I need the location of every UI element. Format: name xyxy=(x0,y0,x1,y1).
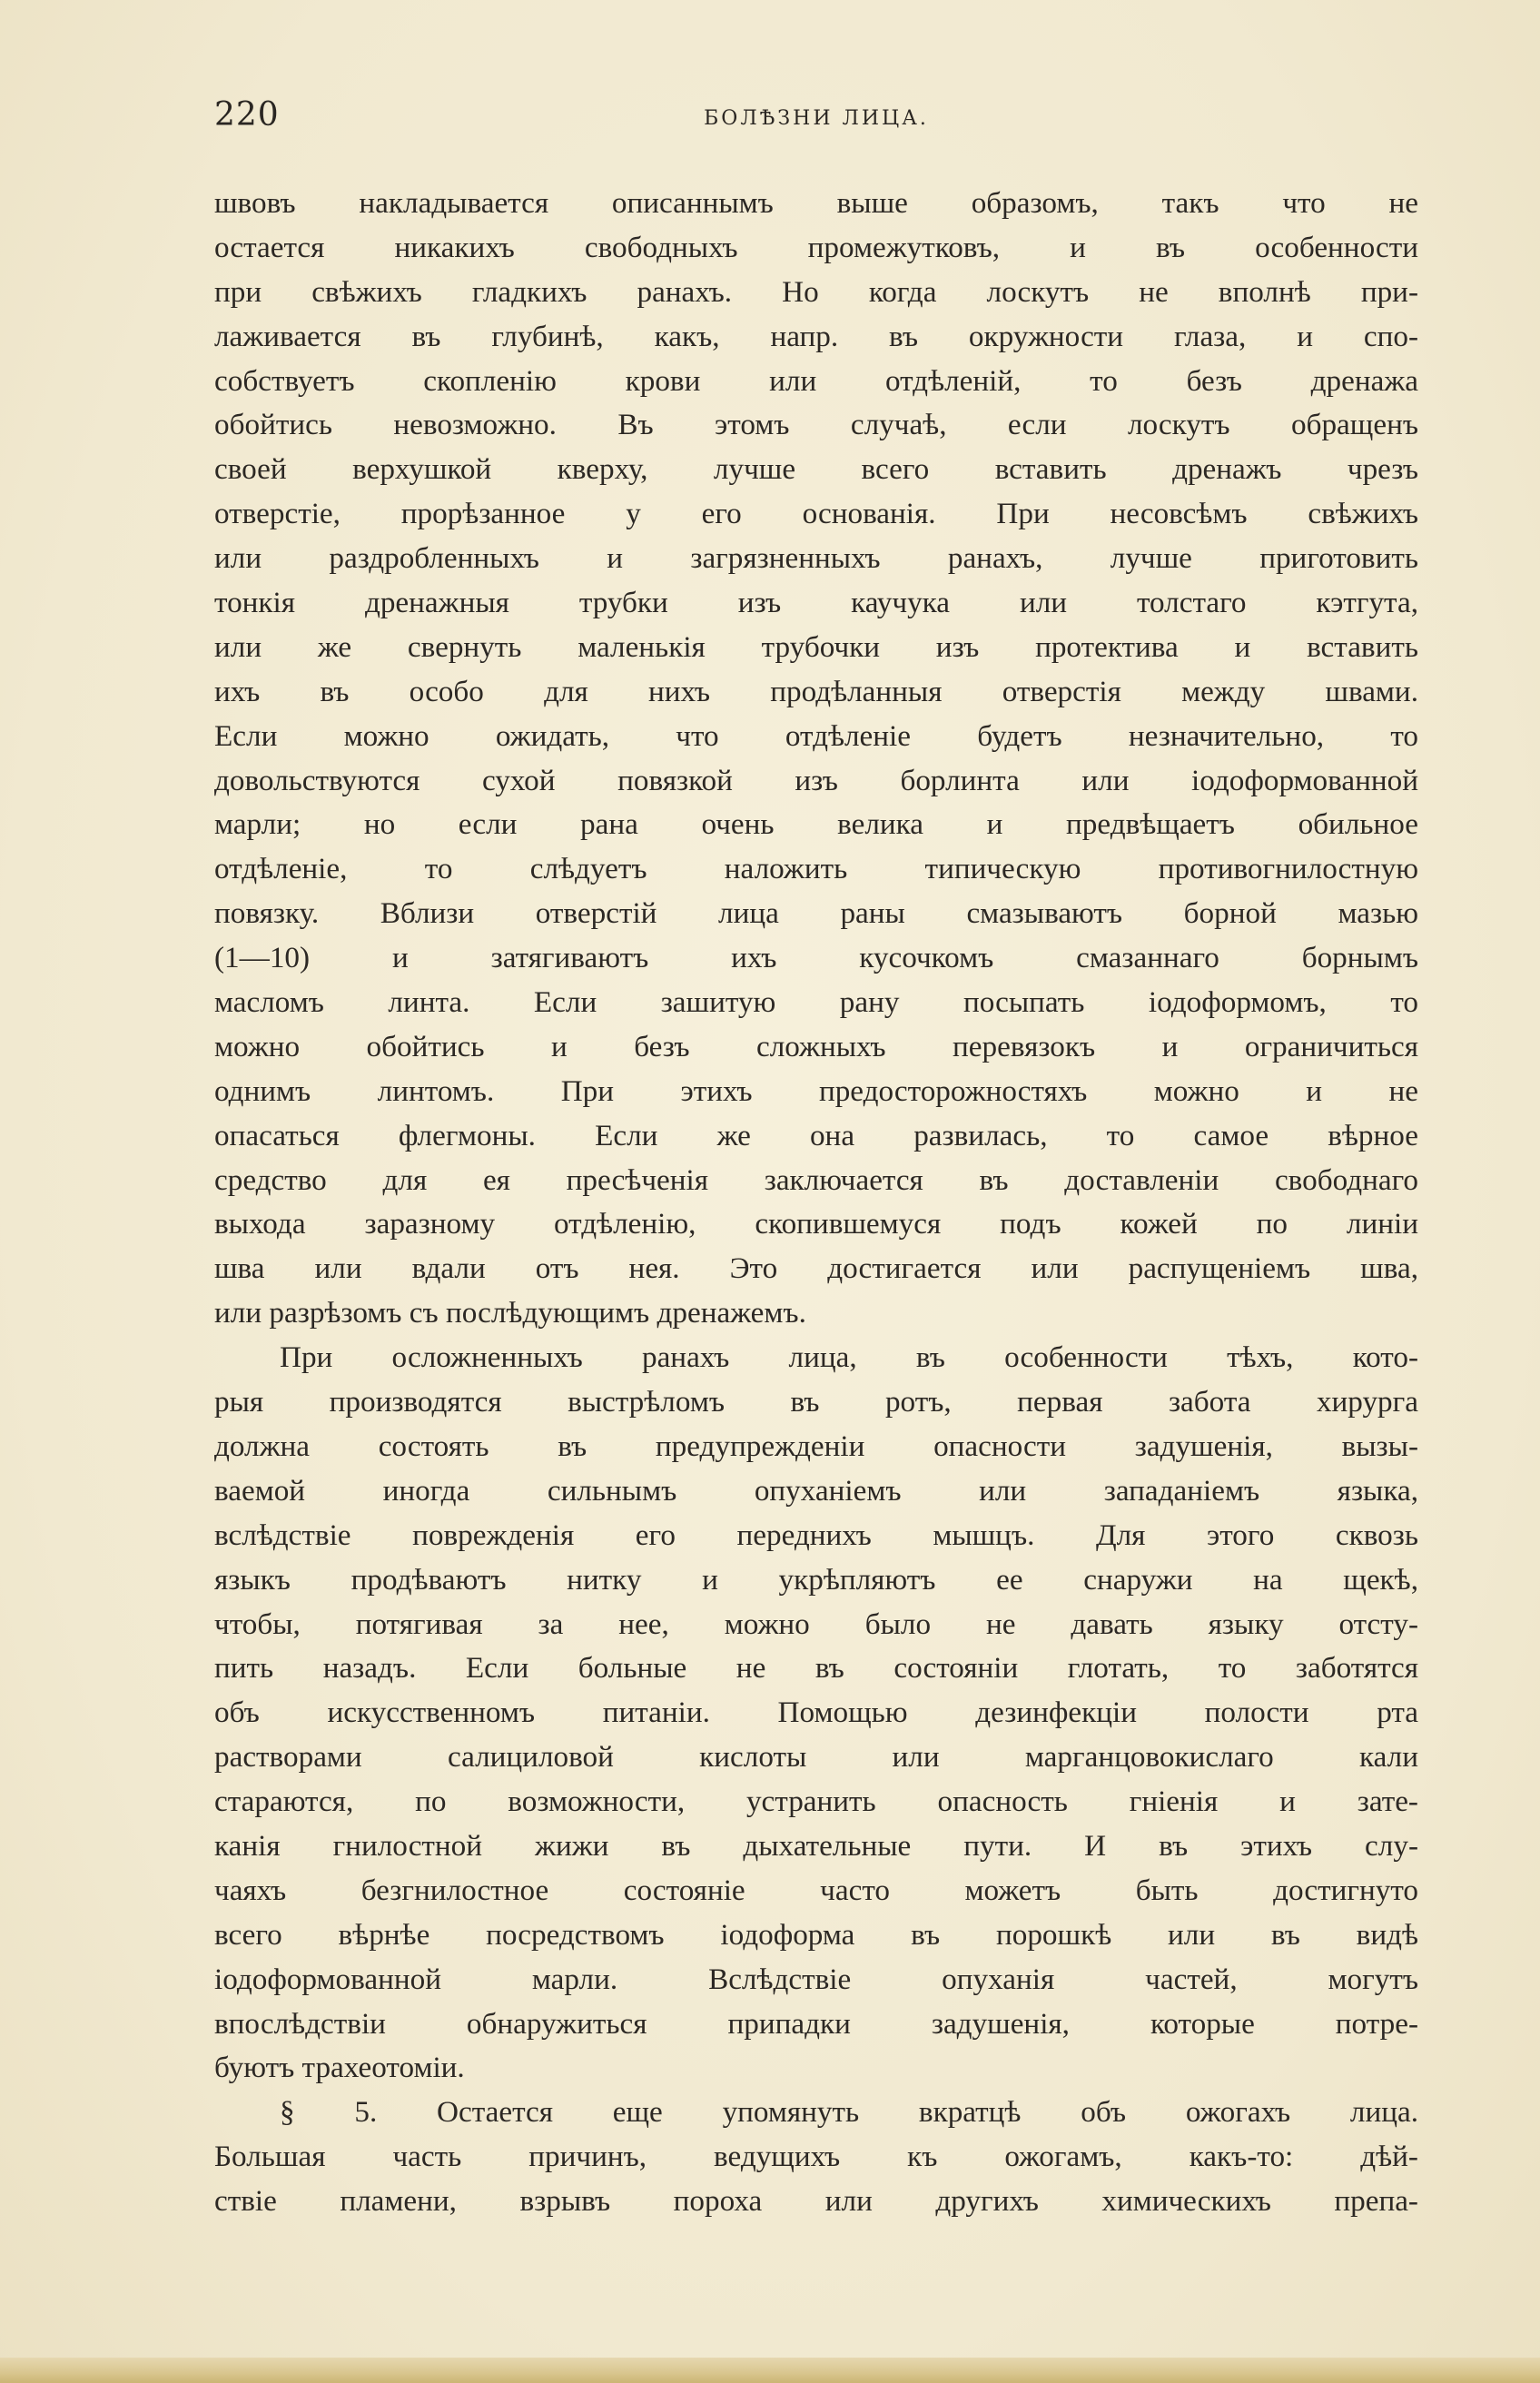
text-line: (1—10) и затягиваютъ ихъ кусочкомъ смазаннаго борнымъ xyxy=(214,941,1418,975)
text-line: масломъ линта. Если зашитую рану посыпать іодоформомъ, то xyxy=(214,985,1418,1020)
text-line: обойтись невозможно. Въ этомъ случаѣ, если лоскутъ обращенъ xyxy=(214,408,1418,442)
text-line: растворами салициловой кислоты или марганцовокислаго кали xyxy=(214,1740,1418,1775)
text-line: вслѣдствіе поврежденія его переднихъ мышцъ. Для этого сквозь xyxy=(214,1518,1418,1552)
text-line: или разрѣзомъ съ послѣдующимъ дренажемъ. xyxy=(214,1296,806,1330)
text-line: ихъ въ особо для нихъ продѣланныя отверстія между швами. xyxy=(214,674,1418,708)
text-line: канія гнилостной жижи въ дыхательные пути. И въ этихъ слу- xyxy=(214,1828,1418,1863)
text-line: остается никакихъ свободныхъ промежутковъ, и въ особенности xyxy=(214,230,1418,264)
text-line: довольствуются сухой повязкой изъ борлинта или іодоформованной xyxy=(214,763,1418,797)
text-line: пить назадъ. Если больные не въ состояніи глотать, то заботятся xyxy=(214,1651,1418,1686)
text-line: отверстіе, прорѣзанное у его основанія. При несовсѣмъ свѣжихъ xyxy=(214,497,1418,531)
text-line: можно обойтись и безъ сложныхъ перевязокъ и ограничиться xyxy=(214,1029,1418,1063)
text-line: или раздробленныхъ и загрязненныхъ ранахъ, лучше приготовить xyxy=(214,541,1418,576)
text-line: средство для ея пресѣченія заключается въ доставленіи свободнаго xyxy=(214,1162,1418,1197)
text-line: собствуетъ скопленію крови или отдѣленій, то безъ дренажа xyxy=(214,363,1418,398)
text-line: впослѣдствіи обнаружиться припадки задушенія, которые потре- xyxy=(214,2006,1418,2041)
section-heading-line: § 5. Остается еще упомянуть вкратцѣ объ ожогахъ лица. xyxy=(280,2095,1418,2130)
text-line: выхода заразному отдѣленію, скопившемуся подъ кожей по линіи xyxy=(214,1207,1418,1241)
text-line: марли; но если рана очень велика и предвѣщаетъ обильное xyxy=(214,807,1418,842)
text-line: стараются, по возможности, устранить опасность гніенія и зате- xyxy=(214,1785,1418,1819)
text-line: своей верхушкой кверху, лучше всего вставить дренажъ чрезъ xyxy=(214,452,1418,487)
page-header xyxy=(214,96,1418,140)
text-line: ствіе пламени, взрывъ пороха или другихъ химическихъ препа- xyxy=(214,2184,1418,2219)
text-line: всего вѣрнѣе посредствомъ іодоформа въ порошкѣ или въ видѣ xyxy=(214,1917,1418,1952)
page-number: 220 xyxy=(214,96,280,133)
text-line: отдѣленіе, то слѣдуетъ наложить типическую противогнилостную xyxy=(214,852,1418,886)
text-line: швовъ накладывается описаннымъ выше образомъ, такъ что не xyxy=(214,186,1418,220)
text-line: объ искусственномъ питаніи. Помощью дезинфекціи полости рта xyxy=(214,1696,1418,1730)
paragraph-first-line: При осложненныхъ ранахъ лица, въ особенности тѣхъ, кото- xyxy=(280,1340,1418,1375)
text-line: буютъ трахеотоміи. xyxy=(214,2051,465,2085)
text-line: чаяхъ безгнилостное состояніе часто можетъ быть достигнуто xyxy=(214,1873,1418,1907)
text-line: Если можно ожидать, что отдѣленіе будетъ незначительно, то xyxy=(214,718,1418,753)
text-line: ваемой иногда сильнымъ опуханіемъ или западаніемъ языка, xyxy=(214,1473,1418,1508)
page-bottom-edge xyxy=(0,2358,1540,2383)
text-line: повязку. Вблизи отверстій лица раны смазываютъ борной мазью xyxy=(214,896,1418,931)
text-line: при свѣжихъ гладкихъ ранахъ. Но когда лоскутъ не вполнѣ при- xyxy=(214,274,1418,309)
text-line: іодоформованной марли. Вслѣдствіе опуханія частей, могутъ xyxy=(214,1962,1418,1996)
text-line: или же свернуть маленькія трубочки изъ протектива и вставить xyxy=(214,629,1418,664)
text-line: опасаться флегмоны. Если же она развилась, то самое вѣрное xyxy=(214,1118,1418,1152)
text-line: должна состоять въ предупрежденіи опасности задушенія, вызы- xyxy=(214,1429,1418,1463)
text-line: лаживается въ глубинѣ, какъ, напр. въ окружности глаза, и спо- xyxy=(214,319,1418,353)
text-line: однимъ линтомъ. При этихъ предосторожностяхъ можно и не xyxy=(214,1073,1418,1108)
text-line: рыя производятся выстрѣломъ въ ротъ, первая забота хирурга xyxy=(214,1385,1418,1419)
text-line: языкъ продѣваютъ нитку и укрѣпляютъ ее снаружи на щекѣ, xyxy=(214,1562,1418,1597)
body-text xyxy=(214,182,1418,2224)
text-line: шва или вдали отъ нея. Это достигается или распущеніемъ шва, xyxy=(214,1251,1418,1286)
text-line: тонкія дренажныя трубки изъ каучука или толстаго кэтгута, xyxy=(214,586,1418,620)
text-line: Большая часть причинъ, ведущихъ къ ожогамъ, какъ-то: дѣй- xyxy=(214,2140,1418,2174)
text-line: чтобы, потягивая за нее, можно было не давать языку отсту- xyxy=(214,1607,1418,1641)
running-title: БОЛѢЗНИ ЛИЦА. xyxy=(704,107,929,130)
